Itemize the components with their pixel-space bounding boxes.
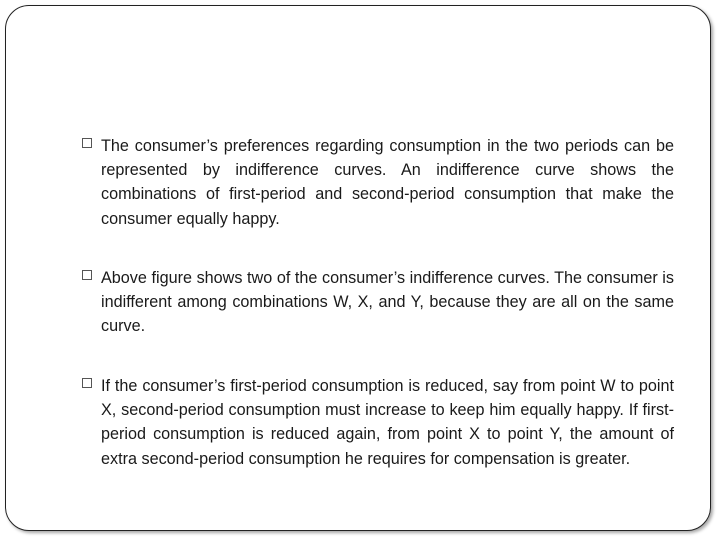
bullet-item <box>82 134 674 231</box>
bullet-text: The consumer’s preferences regarding consumption in the two periods can be represented by indifference curves. An indifference curve shows the combinations of first-period and second-period consumption that make the consumer equally happy. <box>101 137 674 228</box>
bullet-item <box>82 266 674 339</box>
bullet-text: If the consumer’s first-period consumption is reduced, say from point W to point X, second-period consumption must increase to keep him equally happy. If first-period consumption is reduced again, from point X to point Y, the amount of extra second-period consumption he requires for compensation is greater. <box>101 377 674 468</box>
square-bullet-icon <box>82 138 92 148</box>
square-bullet-icon <box>82 378 92 388</box>
square-bullet-icon <box>82 270 92 280</box>
bullet-item <box>82 374 674 471</box>
bullet-text: Above figure shows two of the consumer’s indifference curves. The consumer is indifferent among combinations W, X, and Y, because they are all on the same curve. <box>101 269 674 336</box>
